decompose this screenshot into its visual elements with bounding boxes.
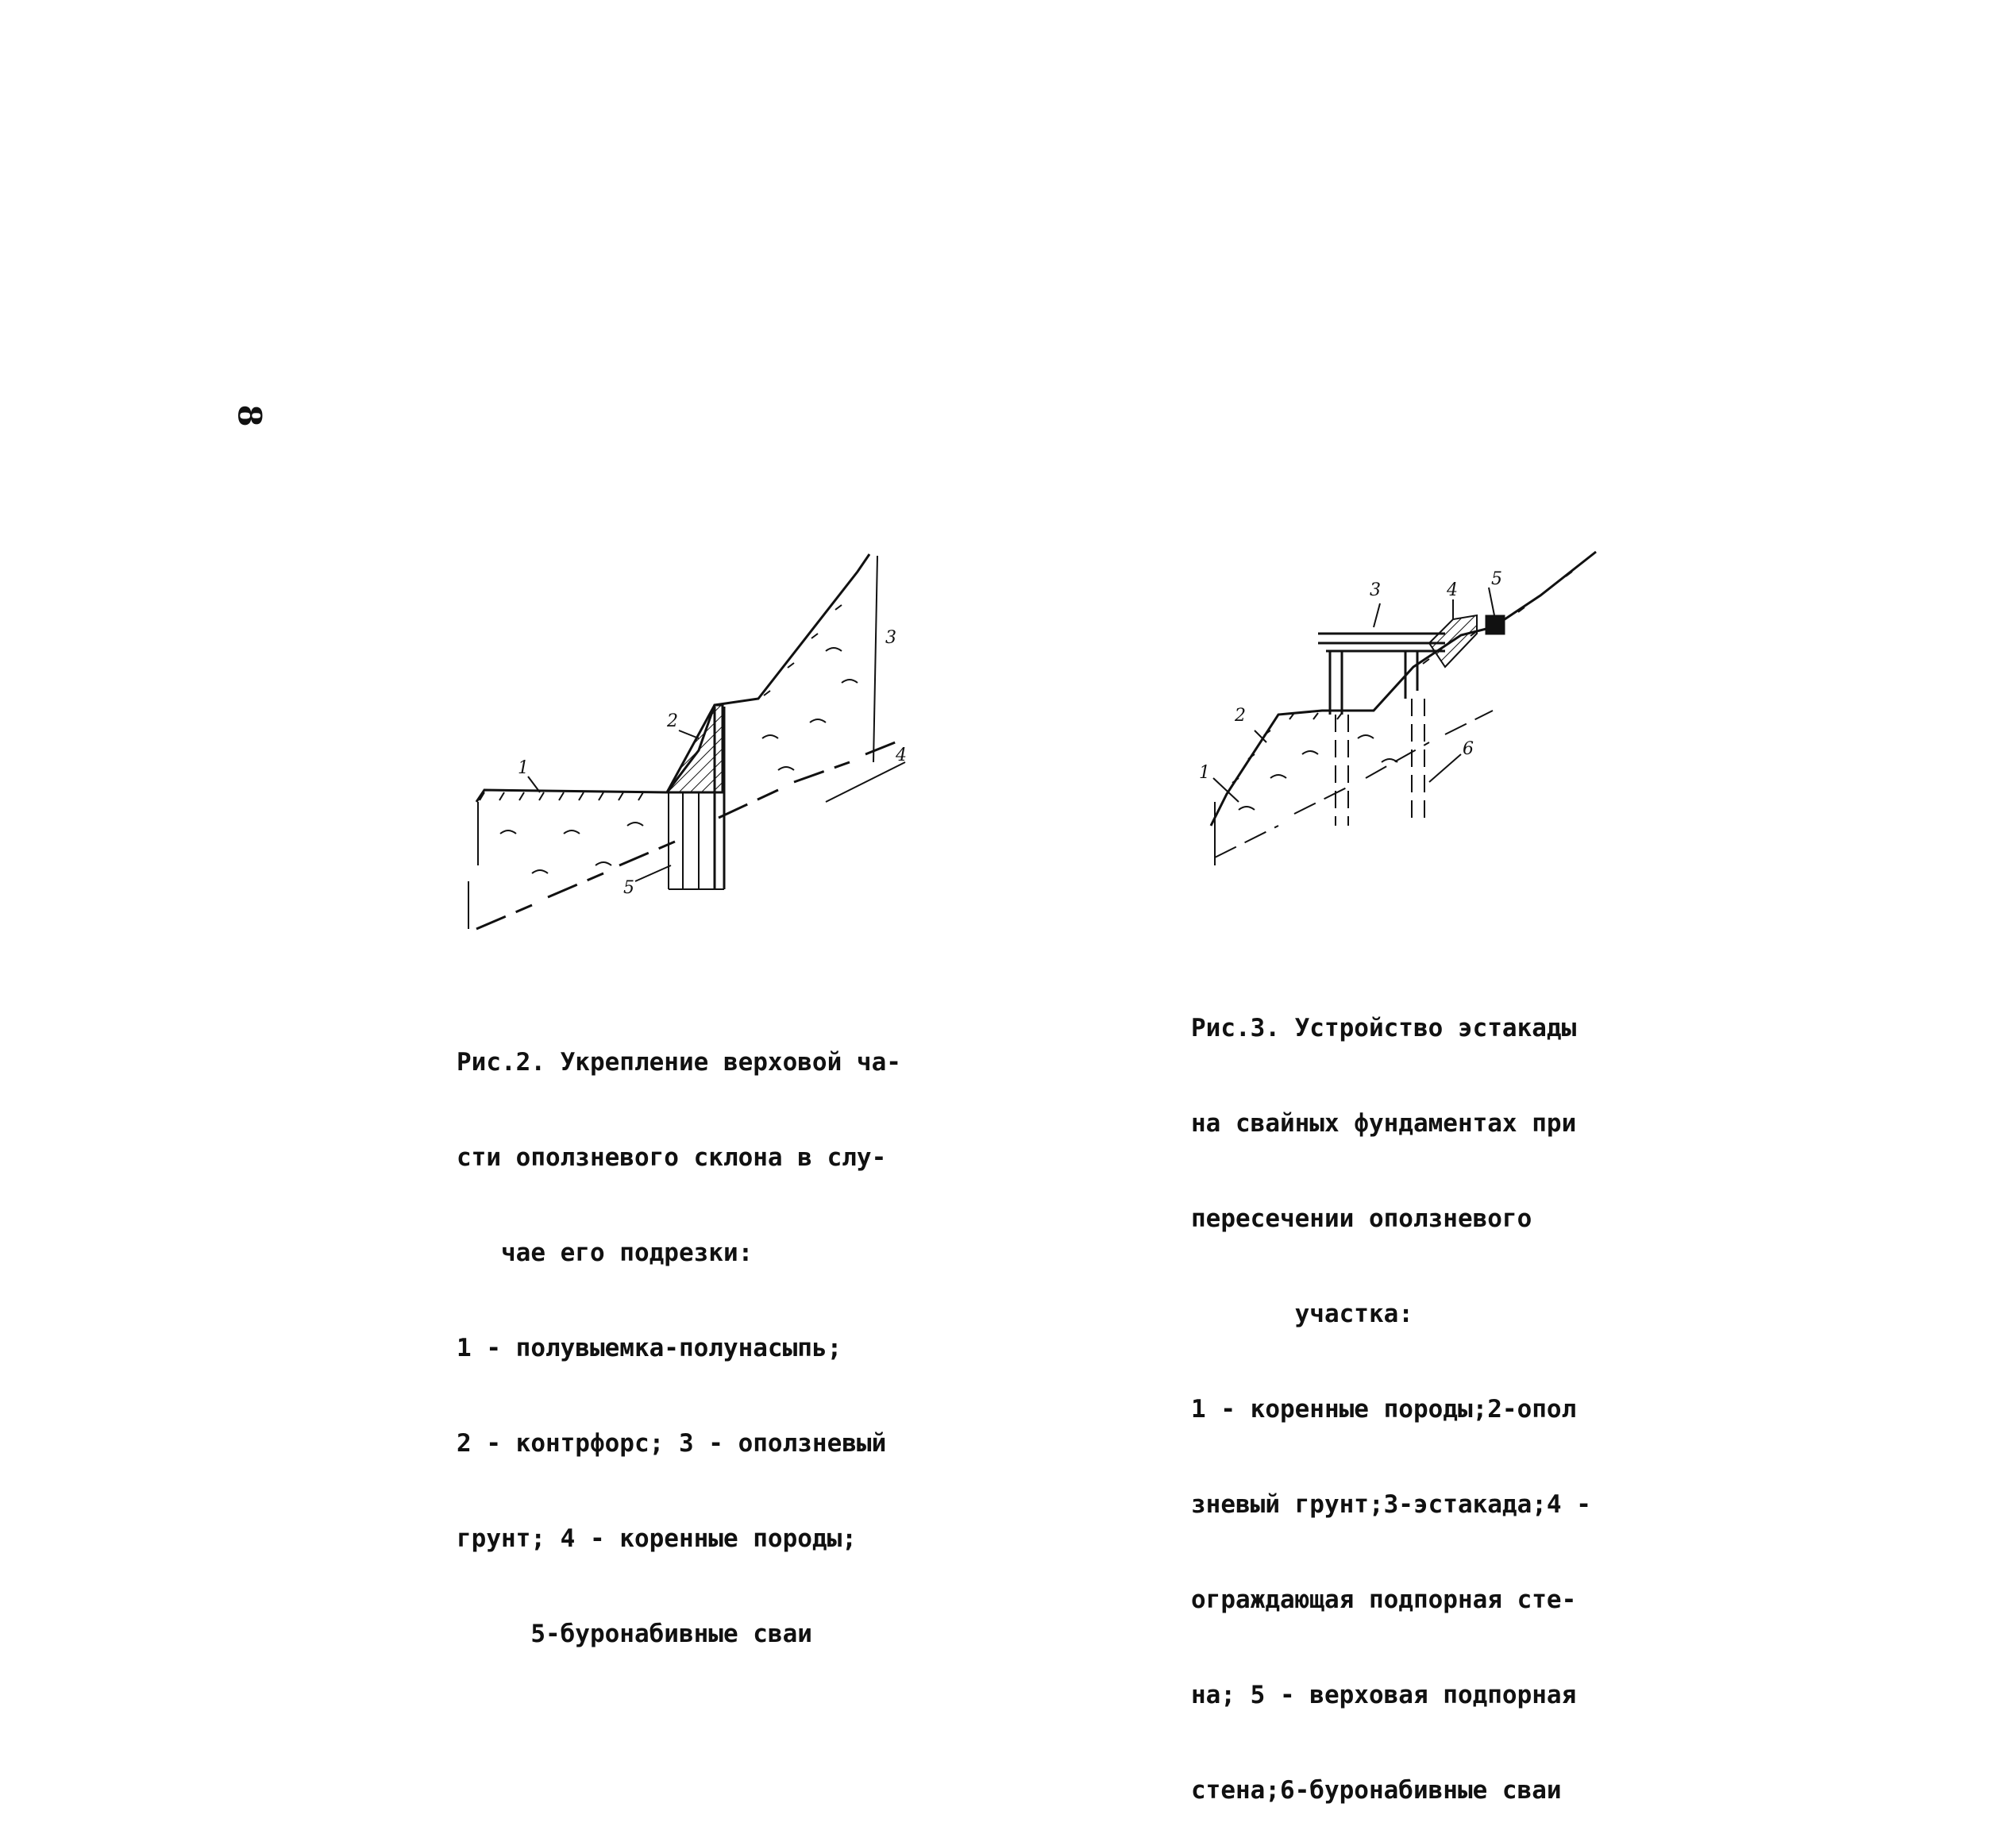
figure-2-caption: [457, 983, 901, 1682]
caption-line: зневый грунт;3-эстакада;4 -: [1191, 1490, 1591, 1519]
figure-2-label-2: 2: [667, 711, 678, 731]
right-boundary: [873, 556, 877, 762]
leader-2: [679, 730, 699, 738]
slide-waves: [500, 648, 858, 873]
bedrock-line-4: [826, 762, 905, 802]
pile-left: [1336, 715, 1348, 826]
ground-surface-line: [1211, 552, 1596, 826]
caption-line: 5-буронабивные сваи: [457, 1620, 812, 1648]
caption-line: Рис.2. Укрепление верховой ча-: [457, 1048, 901, 1077]
figure-2-label-4: 4: [896, 746, 907, 765]
figure-2-label-3: 3: [885, 628, 896, 648]
figure-3-label-4: 4: [1447, 580, 1458, 600]
caption-line: 2 - контрфорс; 3 - оползневый: [457, 1429, 887, 1458]
caption-line: стена;6-буронабивные сваи: [1191, 1776, 1562, 1805]
caption-line: пересечении оползневого: [1191, 1204, 1532, 1233]
figure-2-label-5: 5: [623, 878, 634, 898]
figure-3-label-2: 2: [1235, 706, 1246, 726]
leader-5: [1489, 588, 1494, 615]
leader-6: [1429, 754, 1461, 782]
caption-line: Рис.3. Устройство эстакады: [1191, 1014, 1577, 1042]
guard-wall-4: [1429, 615, 1477, 667]
figure-3-label-5: 5: [1491, 569, 1502, 589]
figure-3-label-3: 3: [1370, 580, 1381, 600]
caption-line: сти оползневого склона в слу-: [457, 1143, 887, 1172]
caption-line: ограждающая подпорная сте-: [1191, 1586, 1577, 1614]
upper-wall-5: [1486, 616, 1504, 634]
caption-line: 1 - полувыемка-полунасыпь;: [457, 1334, 842, 1362]
ground-surface-line: [476, 554, 869, 802]
trestle-deck: [1318, 634, 1445, 651]
figure-3-label-6: 6: [1463, 739, 1474, 759]
caption-line: на; 5 - верховая подпорная: [1191, 1681, 1577, 1709]
trestle-pier-left: [1330, 651, 1342, 715]
caption-line: участка:: [1191, 1300, 1413, 1328]
caption-line: чае его подрезки:: [457, 1239, 754, 1267]
left-boundary: [468, 802, 478, 929]
caption-line: грунт; 4 - коренные породы;: [457, 1524, 857, 1553]
leader-5: [635, 865, 671, 881]
ground-hatch: [480, 605, 842, 800]
slide-waves: [1239, 735, 1397, 810]
figure-2-diagram: [445, 532, 921, 945]
figure-2-label-1: 1: [518, 758, 529, 778]
caption-line: 1 - коренные породы;2-опол: [1191, 1395, 1577, 1424]
page-number: 8: [230, 404, 268, 427]
figure-3-label-1: 1: [1199, 763, 1210, 783]
leader-3: [1374, 603, 1380, 627]
figure-3-caption: [1191, 949, 1591, 1838]
figure-3-diagram: [1191, 540, 1636, 889]
surface-hatch: [1232, 572, 1572, 783]
pile-right: [1412, 699, 1424, 826]
caption-line: на свайных фундаментах при: [1191, 1109, 1577, 1138]
